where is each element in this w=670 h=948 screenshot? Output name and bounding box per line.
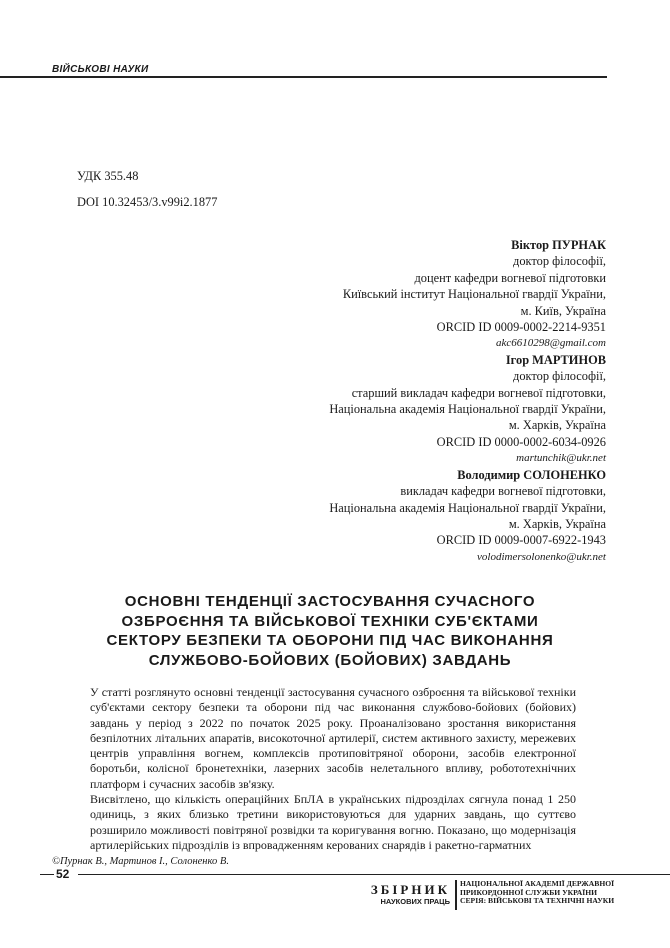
author-city: м. Харків, Україна <box>508 516 606 531</box>
udk-code: УДК 355.48 <box>77 169 139 183</box>
author-orcid: ORCID ID 0009-0002-2214-9351 <box>436 320 606 335</box>
author-email[interactable]: volodimersolonenko@ukr.net <box>477 550 606 563</box>
title-line: ОСНОВНІ ТЕНДЕНЦІЇ ЗАСТОСУВАННЯ СУЧАСНОГО <box>124 593 536 610</box>
abstract <box>90 685 576 853</box>
author-institution: Національна академія Національної гвардії України, <box>329 500 606 515</box>
author-email[interactable]: martunchik@ukr.net <box>516 452 606 465</box>
footer-rule-left <box>40 874 54 875</box>
journal-word: ЗБІРНИК <box>370 882 450 897</box>
author-degree: доктор філософії, <box>513 369 606 384</box>
author-city: м. Київ, Україна <box>520 303 606 318</box>
title-line: ОЗБРОЄННЯ ТА ВІЙСЬКОВОЇ ТЕХНІКИ СУБ'ЄКТАМИ <box>121 612 539 630</box>
authors-block <box>186 237 606 565</box>
author-3 <box>186 467 606 565</box>
footer-divider <box>455 880 457 910</box>
author-name: Володимир СОЛОНЕНКО <box>457 467 606 482</box>
header-rule <box>0 76 607 78</box>
author-orcid: ORCID ID 0000-0002-6034-0926 <box>436 434 606 449</box>
journal-subtitle: НАУКОВИХ ПРАЦЬ <box>380 897 450 906</box>
title-line: СЕКТОРУ БЕЗПЕКИ ТА ОБОРОНИ ПІД ЧАС ВИКОНАННЯ <box>106 632 554 649</box>
publisher-line: НАЦІОНАЛЬНОЇ АКАДЕМІЇ ДЕРЖАВНОЇ <box>460 879 615 888</box>
running-header-section: ВІЙСЬКОВІ НАУКИ <box>52 64 149 75</box>
author-position: старший викладач кафедри вогневої підготовки, <box>351 385 606 400</box>
copyright-notice: ©Пурнак В., Мартинов І., Солоненко В. <box>52 856 229 867</box>
footer-rule <box>78 874 670 875</box>
series-line: СЕРІЯ: ВІЙСЬКОВІ ТА ТЕХНІЧНІ НАУКИ <box>460 896 615 906</box>
abstract-paragraph: У статті розглянуто основні тенденції застосування сучасного озброєння та військової техніки суб'єктами сектору безпеки та оборони під час виконання службово-бойових (бойових) завдань у період з 2022 по початок 2025 року. Проаналізовано зростання використання безпілотних літальних апаратів, високоточної артилерії, систем активного захисту, мережевих центрів управління вогнем, комплексів протиповітряної оборони, засобів електронної боротьби, колісної бронетехніки, лазерних засобів нелетального впливу, робототехнічних платформ і сучасних засобів зв'язку. <box>90 685 576 791</box>
author-1 <box>186 237 606 352</box>
article-title <box>60 592 600 670</box>
author-city: м. Харків, Україна <box>508 418 606 433</box>
journal-name <box>356 883 450 907</box>
title-line: СЛУЖБОВО-БОЙОВИХ (БОЙОВИХ) ЗАВДАНЬ <box>148 651 512 669</box>
author-name: Віктор ПУРНАК <box>511 238 606 252</box>
author-degree: доктор філософії, <box>513 254 606 269</box>
publisher-block <box>460 880 614 906</box>
author-email[interactable]: akc6610298@gmail.com <box>495 337 606 350</box>
doi[interactable]: DOI 10.32453/3.v99i2.1877 <box>77 195 218 209</box>
author-orcid: ORCID ID 0009-0007-6922-1943 <box>436 533 606 548</box>
author-institution: Київський інститут Національної гвардії України, <box>342 287 606 302</box>
author-position: викладач кафедри вогневої підготовки, <box>400 484 606 499</box>
abstract-paragraph: Висвітлено, що кількість операційних БпЛА в українських підрозділах сягнула понад 1 250 одиниць, з яких близько третини використовуються для ударних завдань, що суттєво розширило можливості повітряної розвідки та коригування вогню. Показано, що модернізація артилерійських підрозділів із впровадженням керованих снарядів і ракетно-гарматних <box>90 792 576 852</box>
author-institution: Національна академія Національної гвардії України, <box>329 402 606 417</box>
page-number: 52 <box>56 867 70 881</box>
author-name: Ігор МАРТИНОВ <box>505 352 606 367</box>
publisher-line: ПРИКОРДОННОЇ СЛУЖБИ УКРАЇНИ <box>460 887 598 897</box>
author-position: доцент кафедри вогневої підготовки <box>414 270 606 285</box>
author-2 <box>186 352 606 467</box>
